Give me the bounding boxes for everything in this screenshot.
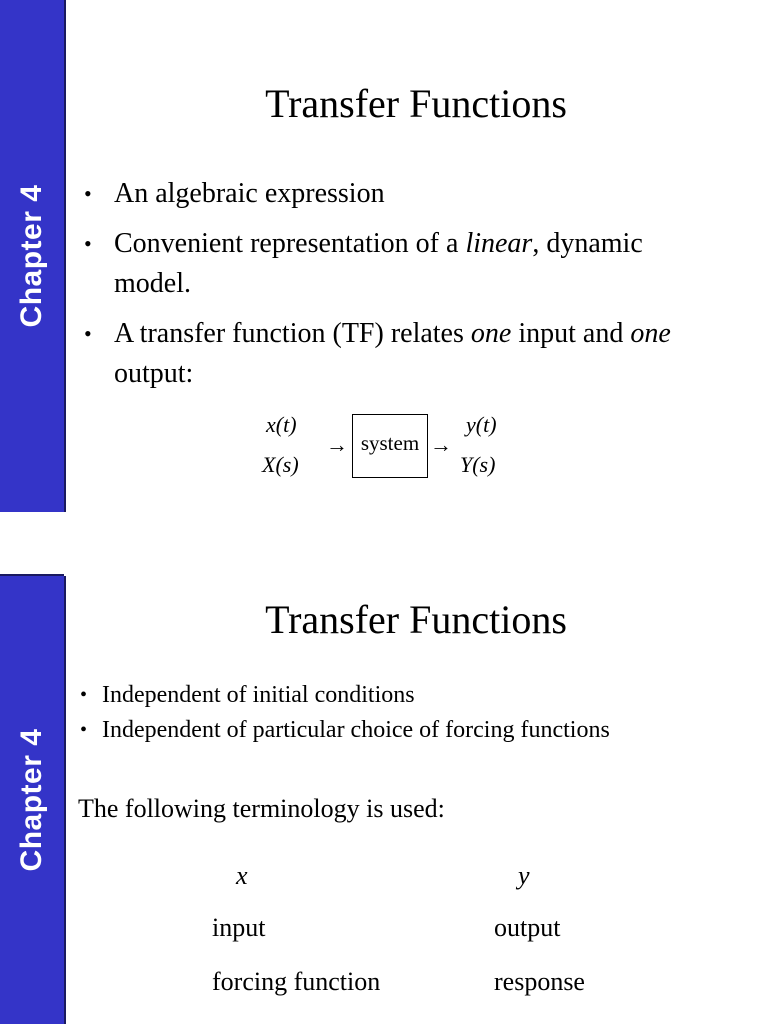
chapter-label: Chapter 4 xyxy=(15,728,48,872)
term-cell: input xyxy=(212,913,266,942)
bullet-list xyxy=(84,174,724,404)
terminology-intro: The following terminology is used: xyxy=(78,794,445,823)
bullet-item: • Convenient representation of a linear, dynamic model. xyxy=(84,224,724,304)
chapter-sidebar xyxy=(0,0,66,512)
term-cell: forcing function xyxy=(212,967,381,996)
output-time-label: y(t) xyxy=(466,412,497,437)
slide-2 xyxy=(0,576,768,1024)
bullet-item: • An algebraic expression xyxy=(84,174,724,214)
bullet-list xyxy=(80,678,760,748)
arrow-right-icon: → xyxy=(326,432,348,457)
bullet-item: • Independent of particular choice of forcing functions xyxy=(80,713,760,748)
chapter-label: Chapter 4 xyxy=(15,184,48,328)
column-header-x: x xyxy=(236,861,248,890)
bullet-item: • A transfer function (TF) relates one input and one output: xyxy=(84,314,724,394)
chapter-sidebar xyxy=(0,576,66,1024)
arrow-right-icon: → xyxy=(430,432,452,457)
term-cell: output xyxy=(494,913,561,942)
column-header-y: y xyxy=(518,861,530,890)
term-cell: response xyxy=(494,967,585,996)
input-time-label: x(t) xyxy=(266,412,297,437)
system-box xyxy=(352,414,428,478)
bullet-item: • Independent of initial conditions xyxy=(80,678,760,713)
output-laplace-label: Y(s) xyxy=(460,452,496,477)
system-label: system xyxy=(360,431,420,455)
slide-title: Transfer Functions xyxy=(265,597,567,642)
system-block-diagram xyxy=(258,410,518,486)
slide-title: Transfer Functions xyxy=(265,81,567,126)
input-laplace-label: X(s) xyxy=(262,452,299,477)
